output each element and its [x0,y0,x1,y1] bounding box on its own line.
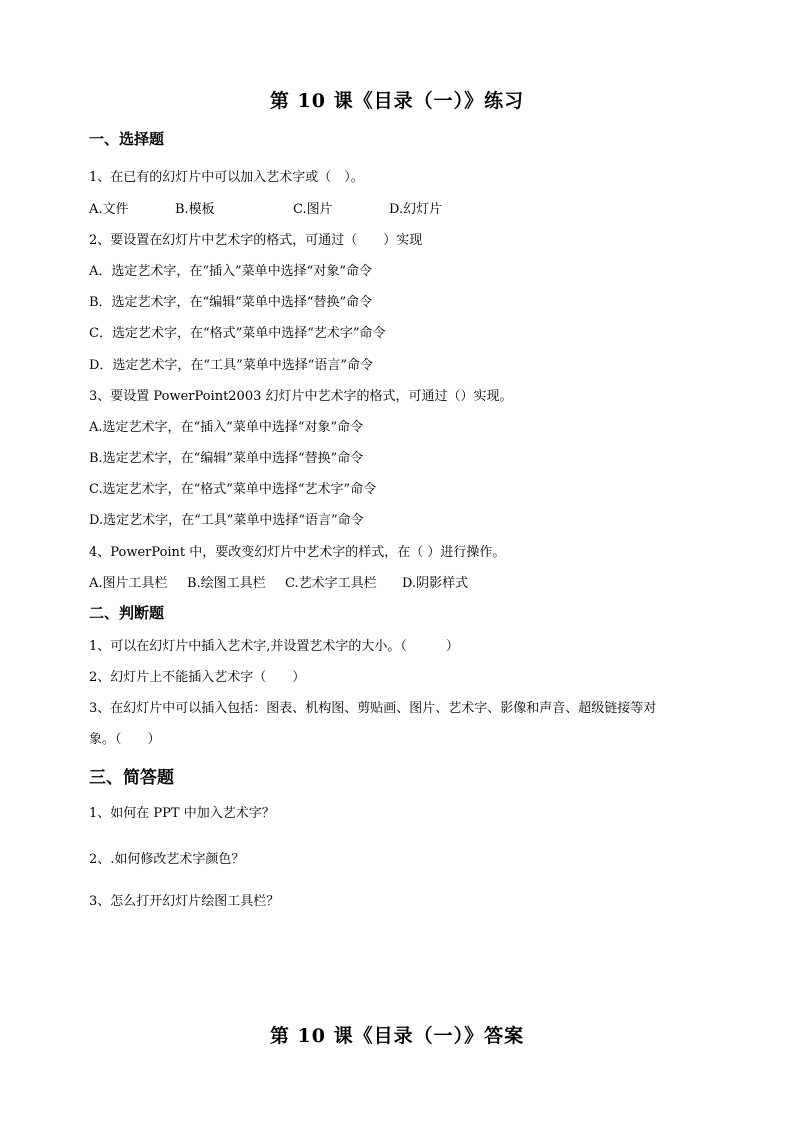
choice-question-2-option-a: A．选定艺术字，在“插入”菜单中选择“对象”命令 [89,264,372,279]
option-b: B.模板 [175,202,215,217]
choice-question-3: 3、要设置 PowerPoint2003 幻灯片中艺术字的格式，可通过（）实现。 [89,389,513,404]
short-question-1: 1、如何在 PPT 中加入艺术字？ [89,806,275,821]
page-title: 第 10 课《目录（一）》练习 [269,90,525,112]
judge-question-2: 2、幻灯片上不能插入艺术字（ ） [89,670,306,685]
judge-question-3-line-2: 象。（ ） [89,732,161,747]
short-question-2: 2、.如何修改艺术字颜色？ [89,852,245,867]
choice-question-4: 4、PowerPoint 中，要改变幻灯片中艺术字的样式，在（ ）进行操作。 [89,545,506,560]
option-a: A.文件 [89,202,129,217]
section-heading-short: 三、简答题 [89,768,174,788]
choice-question-3-option-b: B.选定艺术字，在“编辑”菜单中选择“替换”命令 [89,451,364,466]
choice-question-2-option-d: D．选定艺术字，在“工具”菜单中选择“语言”命令 [89,358,374,373]
section-heading-judge: 二、判断题 [89,604,165,622]
option-b: B.绘图工具栏 [187,576,266,591]
choice-question-2-option-c: C．选定艺术字，在“格式”菜单中选择“艺术字”命令 [89,326,386,341]
option-c: C.图片 [293,202,333,217]
choice-question-2-option-b: B．选定艺术字，在“编辑”菜单中选择“替换”命令 [89,295,373,310]
option-a: A.图片工具栏 [89,576,168,591]
choice-question-4-options [89,572,468,591]
choice-question-3-option-a: A.选定艺术字，在“插入”菜单中选择“对象”命令 [89,420,364,435]
choice-question-2: 2、要设置在幻灯片中艺术字的格式，可通过（ ）实现 [89,233,423,248]
option-c: C.艺术字工具栏 [285,576,377,591]
section-heading-choice: 一、选择题 [89,130,165,148]
judge-question-3-line-1: 3、在幻灯片中可以插入包括：图表、机构图、剪贴画、图片、艺术字、影像和声音、超级链接等对 [89,701,657,716]
choice-question-1: 1、在已有的幻灯片中可以加入艺术字或（ ）。 [89,170,364,185]
option-d: D.阴影样式 [402,576,469,591]
short-question-3: 3、怎么打开幻灯片绘图工具栏？ [89,894,280,909]
judge-question-1: 1、可以在幻灯片中插入艺术字,并设置艺术字的大小。（ ） [89,639,459,654]
option-d: D.幻灯片 [389,202,443,217]
choice-question-3-option-c: C.选定艺术字，在“格式”菜单中选择“艺术字”命令 [89,482,377,497]
choice-question-1-options [89,198,442,217]
answer-title: 第 10 课《目录（一）》答案 [269,1025,525,1047]
choice-question-3-option-d: D.选定艺术字，在“工具”菜单中选择“语言”命令 [89,513,364,528]
